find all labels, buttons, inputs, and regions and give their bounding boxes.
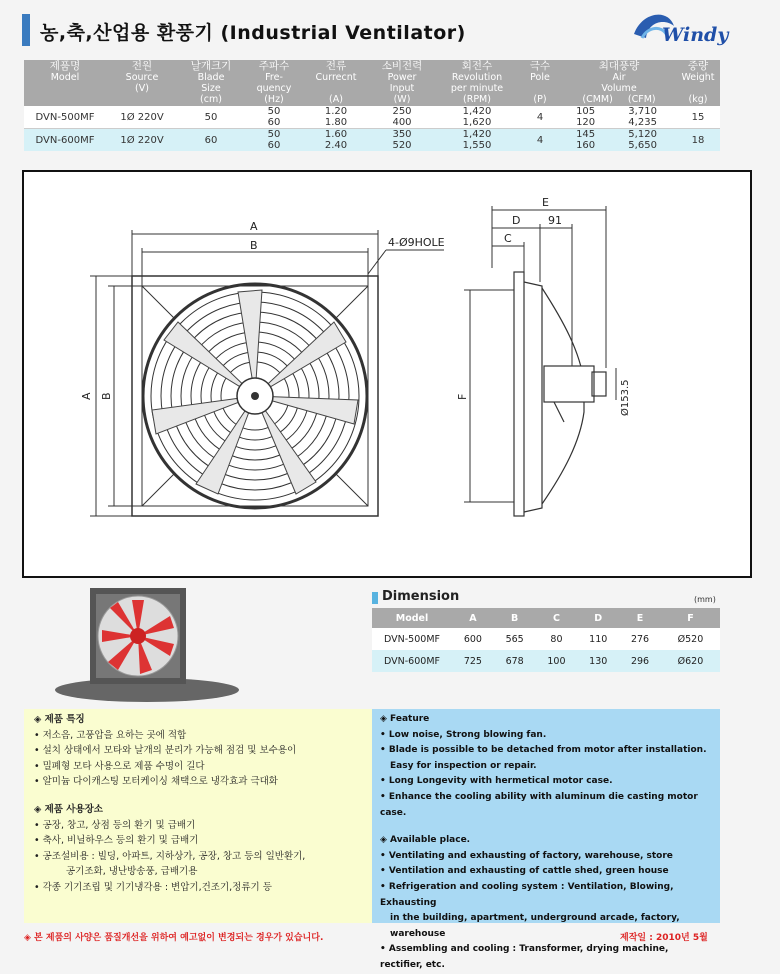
page-title: 농,축,산업용 환풍기 (Industrial Ventilator) (40, 22, 466, 44)
title-accent-bar (22, 14, 30, 46)
th-pole: 극수 Pole (P) (518, 60, 562, 106)
fan-photo (52, 586, 242, 702)
label-f: F (456, 393, 469, 400)
dimension-unit: (mm) (694, 595, 716, 604)
dimension-table: Model A B C D E F DVN-500MF 600 565 80 110 276 Ø520 DVN-600MF 725 678 100 130 296 Ø620 (372, 608, 720, 672)
label-b-side: B (100, 392, 113, 400)
label-c: C (504, 232, 512, 245)
logo-text: Windy (662, 24, 729, 46)
table-row: DVN-500MF 1Ø 220V 50 50 60 1.20 1.80 250 400 1,420 1,620 4 105 120 3,710 4,235 15 (24, 106, 720, 129)
dimension-title: Dimension (382, 589, 460, 604)
label-91: 91 (548, 214, 562, 227)
th-blade: 날개크기 Blade Size (cm) (178, 60, 244, 106)
footer-date: 제작일 : 2010년 5월 (620, 933, 708, 943)
features-korean: ◈ 제품 특징 • 저소음, 고풍압을 요하는 곳에 적합 • 설치 상태에서 모타와 날개의 분리가 가능해 점검 및 보수용이 • 밀폐형 모타 사용으로 제품 수명이 길다 • 알미늄 다이캐스팅 모터케이싱 채택으로 냉각효과 극대화 ◈ 제품 사용장소 • 공장, 창고, 상점 등의 환기 및 급배기 • 축사, 비닐하우스 등의 환기 및 급배기 • 공조설비용 : 빌딩, 아파트, 지하상가, 공장, 창고 등의 일반환기, 공기조화, 냉난방송풍, 급배기용 • 각종 기기조립 및 기기냉각용 : 변압기,건조기,정류기 등 (24, 709, 372, 923)
table-row: DVN-500MF 600 565 80 110 276 Ø520 (372, 628, 720, 650)
label-b-top: B (250, 239, 258, 252)
th-model: 제품명 Model (24, 60, 106, 106)
label-d: D (512, 214, 521, 227)
table-row: DVN-600MF 1Ø 220V 60 50 60 1.60 2.40 350 520 1,420 1,550 4 145 160 5,120 5,650 18 (24, 129, 720, 152)
label-hole: 4-Ø9HOLE (388, 236, 445, 249)
label-motor-diameter: Ø153.5 (620, 379, 631, 416)
features-english: ◈ Feature • Low noise, Strong blowing fan. • Blade is possible to be detached from motor after installation. Easy for inspection or repair. • Long Longevity with hermetical motor case. • Enhance the cooling ability with aluminum die casting motor case. ◈ Available place. • Ventilating and exhausting of factory, warehouse, store • Ventilation and exhausting of cattle shed, green house • Refrigeration and cooling system : Ventilation, Blowing, Exhausting in the building, apartment, underground arcade, factory, warehouse • Assembling and cooling : Transformer, drying machine, rectifier, etc. (372, 709, 720, 923)
technical-drawing (22, 170, 752, 578)
th-weight: 중량 Weight (kg) (676, 60, 720, 106)
dimension-accent-bar (372, 592, 378, 604)
label-a-top: A (250, 220, 258, 233)
footer-note: ◈ 본 제품의 사양은 품질개선을 위하여 예고없이 변경되는 경우가 있습니다. (24, 933, 324, 943)
th-source: 전원 Source (V) (106, 60, 178, 106)
th-power: 소비전력 Power Input (W) (368, 60, 436, 106)
table-row: DVN-600MF 725 678 100 130 296 Ø620 (372, 650, 720, 672)
th-current: 전류 Currecnt (A) (304, 60, 368, 106)
th-frequency: 주파수 Fre- quency (Hz) (244, 60, 304, 106)
dimension-lines-side (464, 206, 616, 502)
th-revolution: 회전수 Revolution per minute (RPM) (436, 60, 518, 106)
label-a-side: A (80, 392, 93, 400)
dimension-lines-front (90, 230, 444, 516)
th-air-volume: 최대풍량 Air Volume (CMM) (CFM) (562, 60, 676, 106)
spec-table (24, 60, 720, 151)
side-view (514, 272, 606, 516)
label-e: E (542, 196, 549, 209)
